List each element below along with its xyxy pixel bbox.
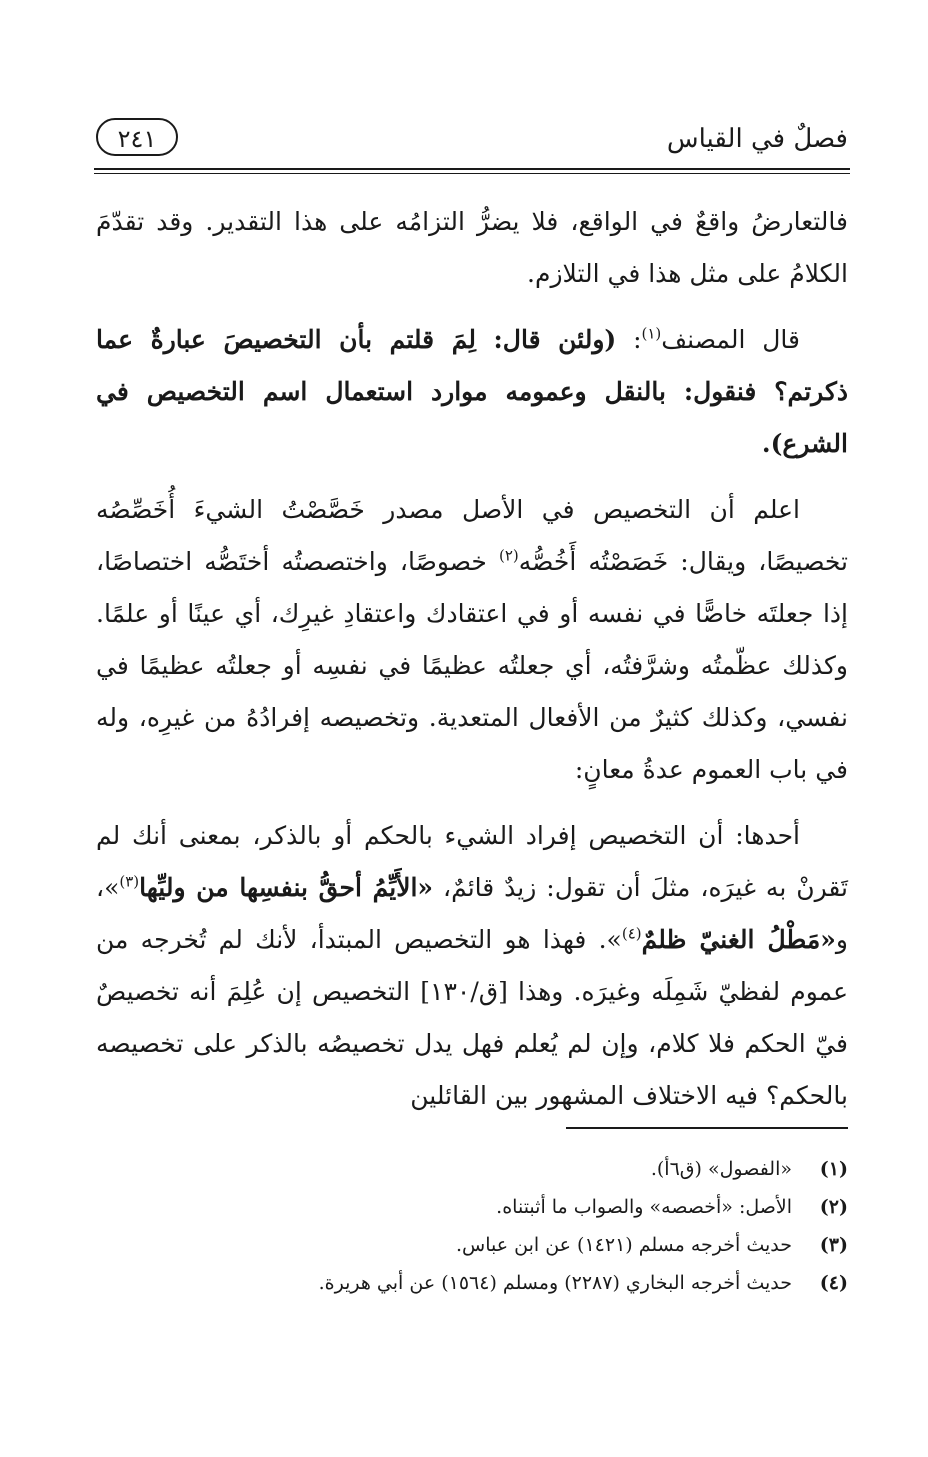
footnote-ref-3: (٣) xyxy=(119,872,140,891)
paragraph-2 xyxy=(96,314,848,470)
paragraph-1: فالتعارضُ واقعٌ في الواقع، فلا يضرُّ التزامُه على هذا التقدير. وقد تقدّمَ الكلامُ على مثل هذا في التلازم. xyxy=(96,207,848,288)
author-quote: (ولئن قال: لِمَ قلتم بأن التخصيصَ عبارةٌ عما ذكرتم؟ فنقول: بالنقل وعمومه موارد استعمال اسم التخصيص في الشرع). xyxy=(96,325,848,458)
footnote-ref-2: (٢) xyxy=(499,546,519,565)
footnote-4 xyxy=(96,1264,848,1302)
hadith-quote-1: «الأَيِّمُ أحقُّ بنفسِها من وليِّها xyxy=(139,873,434,902)
footnote-ref-4: (٤) xyxy=(621,924,642,943)
page-header xyxy=(96,112,848,170)
footnote-number: (١) xyxy=(819,1158,848,1180)
footnote-number: (٤) xyxy=(819,1272,848,1294)
colon: : xyxy=(616,325,642,354)
header-rule-thin xyxy=(94,173,850,174)
paragraph-4 xyxy=(96,810,848,1122)
footnote-text: حديث أخرجه مسلم (١٤٢١) عن ابن عباس. xyxy=(456,1234,792,1256)
footnote-2 xyxy=(96,1188,848,1226)
paragraph-3-part-a: اعلم أن التخصيص في الأصل مصدر خَصَّصْتُ الشيءَ أُخَصِّصُه تخصيصًا، ويقال: خَصَصْتُه أَخُصُّه xyxy=(96,495,848,576)
author-quote-lead: قال المصنف xyxy=(661,325,800,354)
footnote-number: (٣) xyxy=(819,1234,848,1256)
footnote-number: (٢) xyxy=(819,1196,848,1218)
hadith-quote-2: «مَطْلُ الغنيّ ظلمٌ xyxy=(641,925,836,954)
footnotes xyxy=(96,1150,848,1302)
footnote-text: «الفصول» (ق٦أ). xyxy=(650,1158,792,1180)
running-title: فصلٌ في القياس xyxy=(666,124,848,154)
footnote-text: حديث أخرجه البخاري (٢٢٨٧) ومسلم (١٥٦٤) عن أبي هريرة. xyxy=(318,1272,792,1294)
footnote-text: الأصل: «أخصصه» والصواب ما أثبتناه. xyxy=(496,1196,792,1218)
footnote-3 xyxy=(96,1226,848,1264)
footnote-separator xyxy=(566,1127,848,1129)
page-number: ٢٤١ xyxy=(96,118,178,156)
paragraph-3-part-b: خصوصًا، واختصصتُه أختَصُّه اختصاصًا، إذا جعلتَه خاصًّا في نفسه أو في اعتقادك واعتقادِ غيرِك، أي عينًا أو علمًا. وكذلك عظّمتُه وشرَّفتُه، أي جعلتُه عظيمًا في نفسِه أو جعلتُه عظيمًا في نفسي، وكذلك كثيرٌ من الأفعال المتعدية. وتخصيصه إفرادُهُ من غيرِه، وله في باب العموم عدةُ معانٍ: xyxy=(96,547,848,784)
header-rule xyxy=(94,168,850,170)
paragraph-4-part-a: أحدها: أن التخصيص إفراد الشيء بالحكم أو بالذكر، بمعنى أنك لم تَقرنْ به غيرَه، مثلَ أن تقول: زيدٌ قائمٌ، xyxy=(96,821,848,902)
main-text xyxy=(96,196,848,1136)
footnote-ref-1: (١) xyxy=(641,324,662,343)
paragraph-4-part-c: »، و xyxy=(96,873,848,954)
footnote-1 xyxy=(96,1150,848,1188)
paragraph-4-part-d: ». فهذا هو التخصيص المبتدأ، لأنك لم تُخرجه من عموم لفظيّ شَمِلَه وغيرَه. وهذا [ق/١٣٠] التخصيص إن عُلِمَ أنه تخصيصٌ فيّ الحكم فلا كلام، وإن لم يُعلم فهل يدل تخصيصُه بالذكر على تخصيصه بالحكم؟ فيه الاختلاف المشهور بين القائلين xyxy=(96,925,848,1110)
paragraph-3 xyxy=(96,484,848,796)
